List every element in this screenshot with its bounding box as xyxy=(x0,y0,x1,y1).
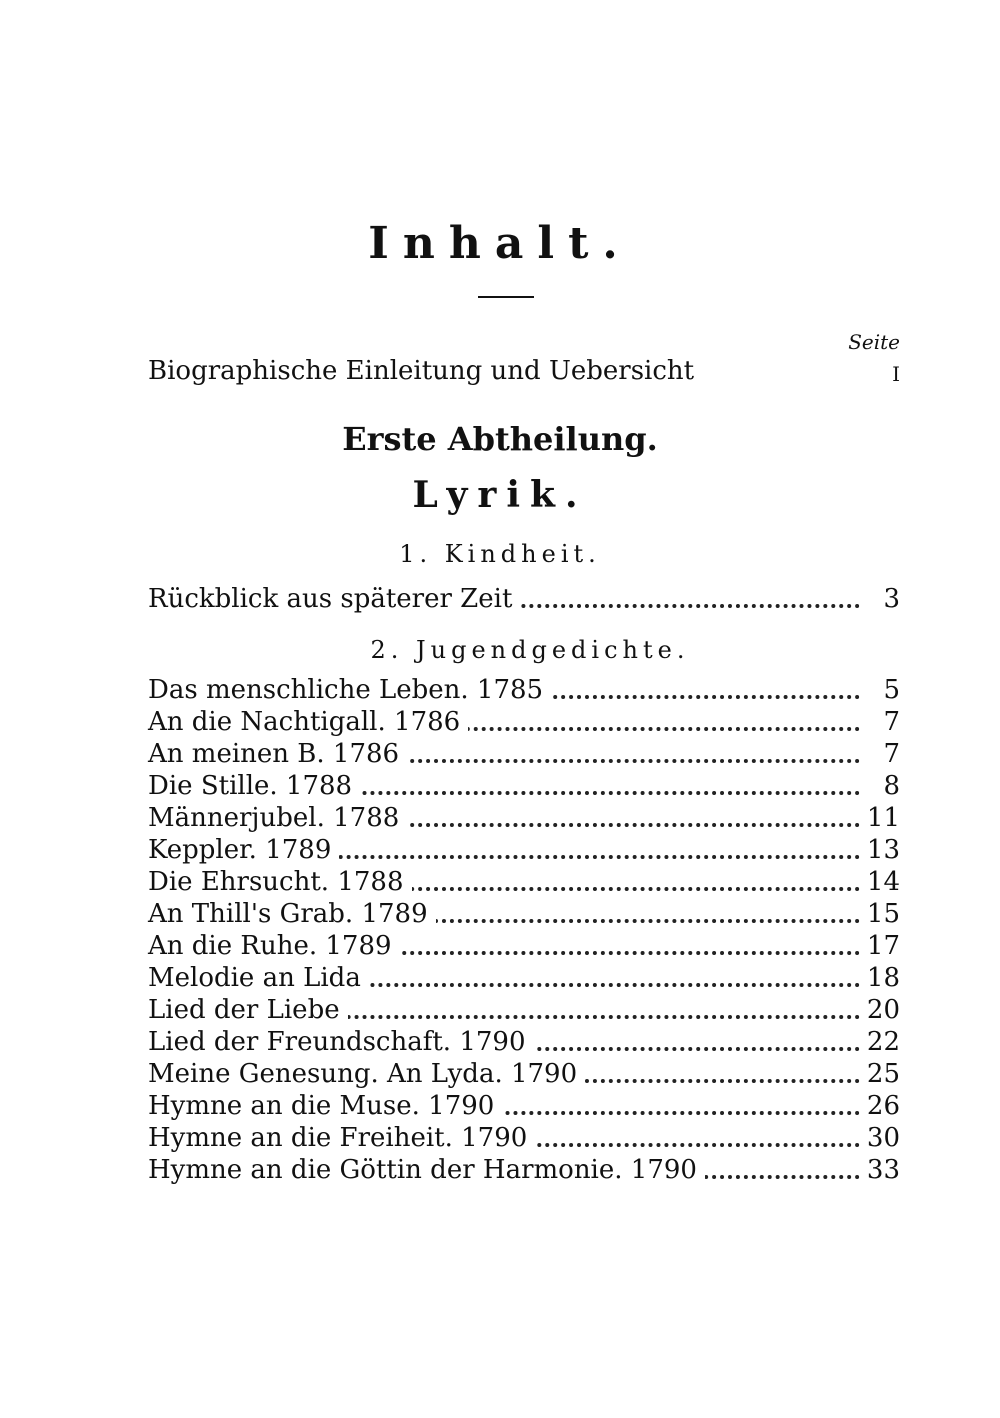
toc-entry-page: 17 xyxy=(866,931,900,961)
toc-entry-intro[interactable] xyxy=(148,356,900,388)
toc-entry[interactable] xyxy=(148,771,900,803)
toc-entry[interactable] xyxy=(148,1027,900,1059)
toc-entry-page: 18 xyxy=(866,963,900,993)
toc-entry-title: Die Ehrsucht. 1788 xyxy=(148,867,412,897)
toc-entry-title: Das menschliche Leben. 1785 xyxy=(148,675,551,705)
toc-entry-page: 22 xyxy=(866,1027,900,1057)
toc-entry[interactable] xyxy=(148,835,900,867)
toc-entry-page: 11 xyxy=(866,803,900,833)
toc-entry-page: 8 xyxy=(883,771,900,801)
toc-entry-title: An Thill's Grab. 1789 xyxy=(148,899,436,929)
toc-entry[interactable] xyxy=(148,803,900,835)
toc-entry-page: 3 xyxy=(883,584,900,614)
toc-entry-page: 13 xyxy=(866,835,900,865)
toc-entry[interactable] xyxy=(148,675,900,707)
toc-entry-title: Rückblick aus späterer Zeit xyxy=(148,584,520,614)
page-column-label: Seite xyxy=(848,330,900,354)
toc-entry-title: An die Ruhe. 1789 xyxy=(148,931,400,961)
toc-entry[interactable] xyxy=(148,931,900,963)
toc-entry-title: Keppler. 1789 xyxy=(148,835,339,865)
toc-entry-page: 14 xyxy=(866,867,900,897)
toc-entry[interactable] xyxy=(148,995,900,1027)
toc-entry-title: Biographische Einleitung und Uebersicht xyxy=(148,356,702,386)
toc-entry-title: Lied der Freundschaft. 1790 xyxy=(148,1027,534,1057)
toc-entry-title: An meinen B. 1786 xyxy=(148,739,407,769)
toc-entry-page: 33 xyxy=(866,1155,900,1185)
toc-entry[interactable] xyxy=(148,867,900,899)
toc-entry-page: 7 xyxy=(883,739,900,769)
toc-entry-page: 7 xyxy=(883,707,900,737)
section-heading: 2. Jugendgedichte. xyxy=(370,636,690,664)
toc-entry[interactable] xyxy=(148,1155,900,1187)
title-divider xyxy=(478,296,534,298)
toc-entry-title: Männerjubel. 1788 xyxy=(148,803,407,833)
toc-entry-title: Die Stille. 1788 xyxy=(148,771,360,801)
section-heading: 1. Kindheit. xyxy=(399,540,601,568)
toc-entry-title: Meine Genesung. An Lyda. 1790 xyxy=(148,1059,585,1089)
toc-entry[interactable] xyxy=(148,1123,900,1155)
toc-entry-title: Melodie an Lida xyxy=(148,963,369,993)
toc-entry[interactable] xyxy=(148,963,900,995)
toc-entry[interactable] xyxy=(148,899,900,931)
toc-entry-title: Hymne an die Muse. 1790 xyxy=(148,1091,502,1121)
toc-entry[interactable] xyxy=(148,707,900,739)
toc-entry-title: An die Nachtigall. 1786 xyxy=(148,707,468,737)
toc-entry-title: Hymne an die Freiheit. 1790 xyxy=(148,1123,535,1153)
toc-entry-page: I xyxy=(892,362,900,386)
genre-heading: Lyrik. xyxy=(412,474,588,516)
toc-entry-page: 30 xyxy=(866,1123,900,1153)
toc-entry-page: 25 xyxy=(866,1059,900,1089)
toc-entry-title: Lied der Liebe xyxy=(148,995,348,1025)
toc-entry[interactable] xyxy=(148,739,900,771)
toc-entry-page: 26 xyxy=(866,1091,900,1121)
toc-entry-page: 5 xyxy=(883,675,900,705)
toc-entry[interactable] xyxy=(148,584,900,616)
toc-entry[interactable] xyxy=(148,1059,900,1091)
toc-entry[interactable] xyxy=(148,1091,900,1123)
toc-entry-page: 20 xyxy=(866,995,900,1025)
toc-entry-page: 15 xyxy=(866,899,900,929)
division-heading: Erste Abtheilung. xyxy=(342,420,658,458)
toc-entry-title: Hymne an die Göttin der Harmonie. 1790 xyxy=(148,1155,705,1185)
page-title: Inhalt. xyxy=(368,218,632,269)
